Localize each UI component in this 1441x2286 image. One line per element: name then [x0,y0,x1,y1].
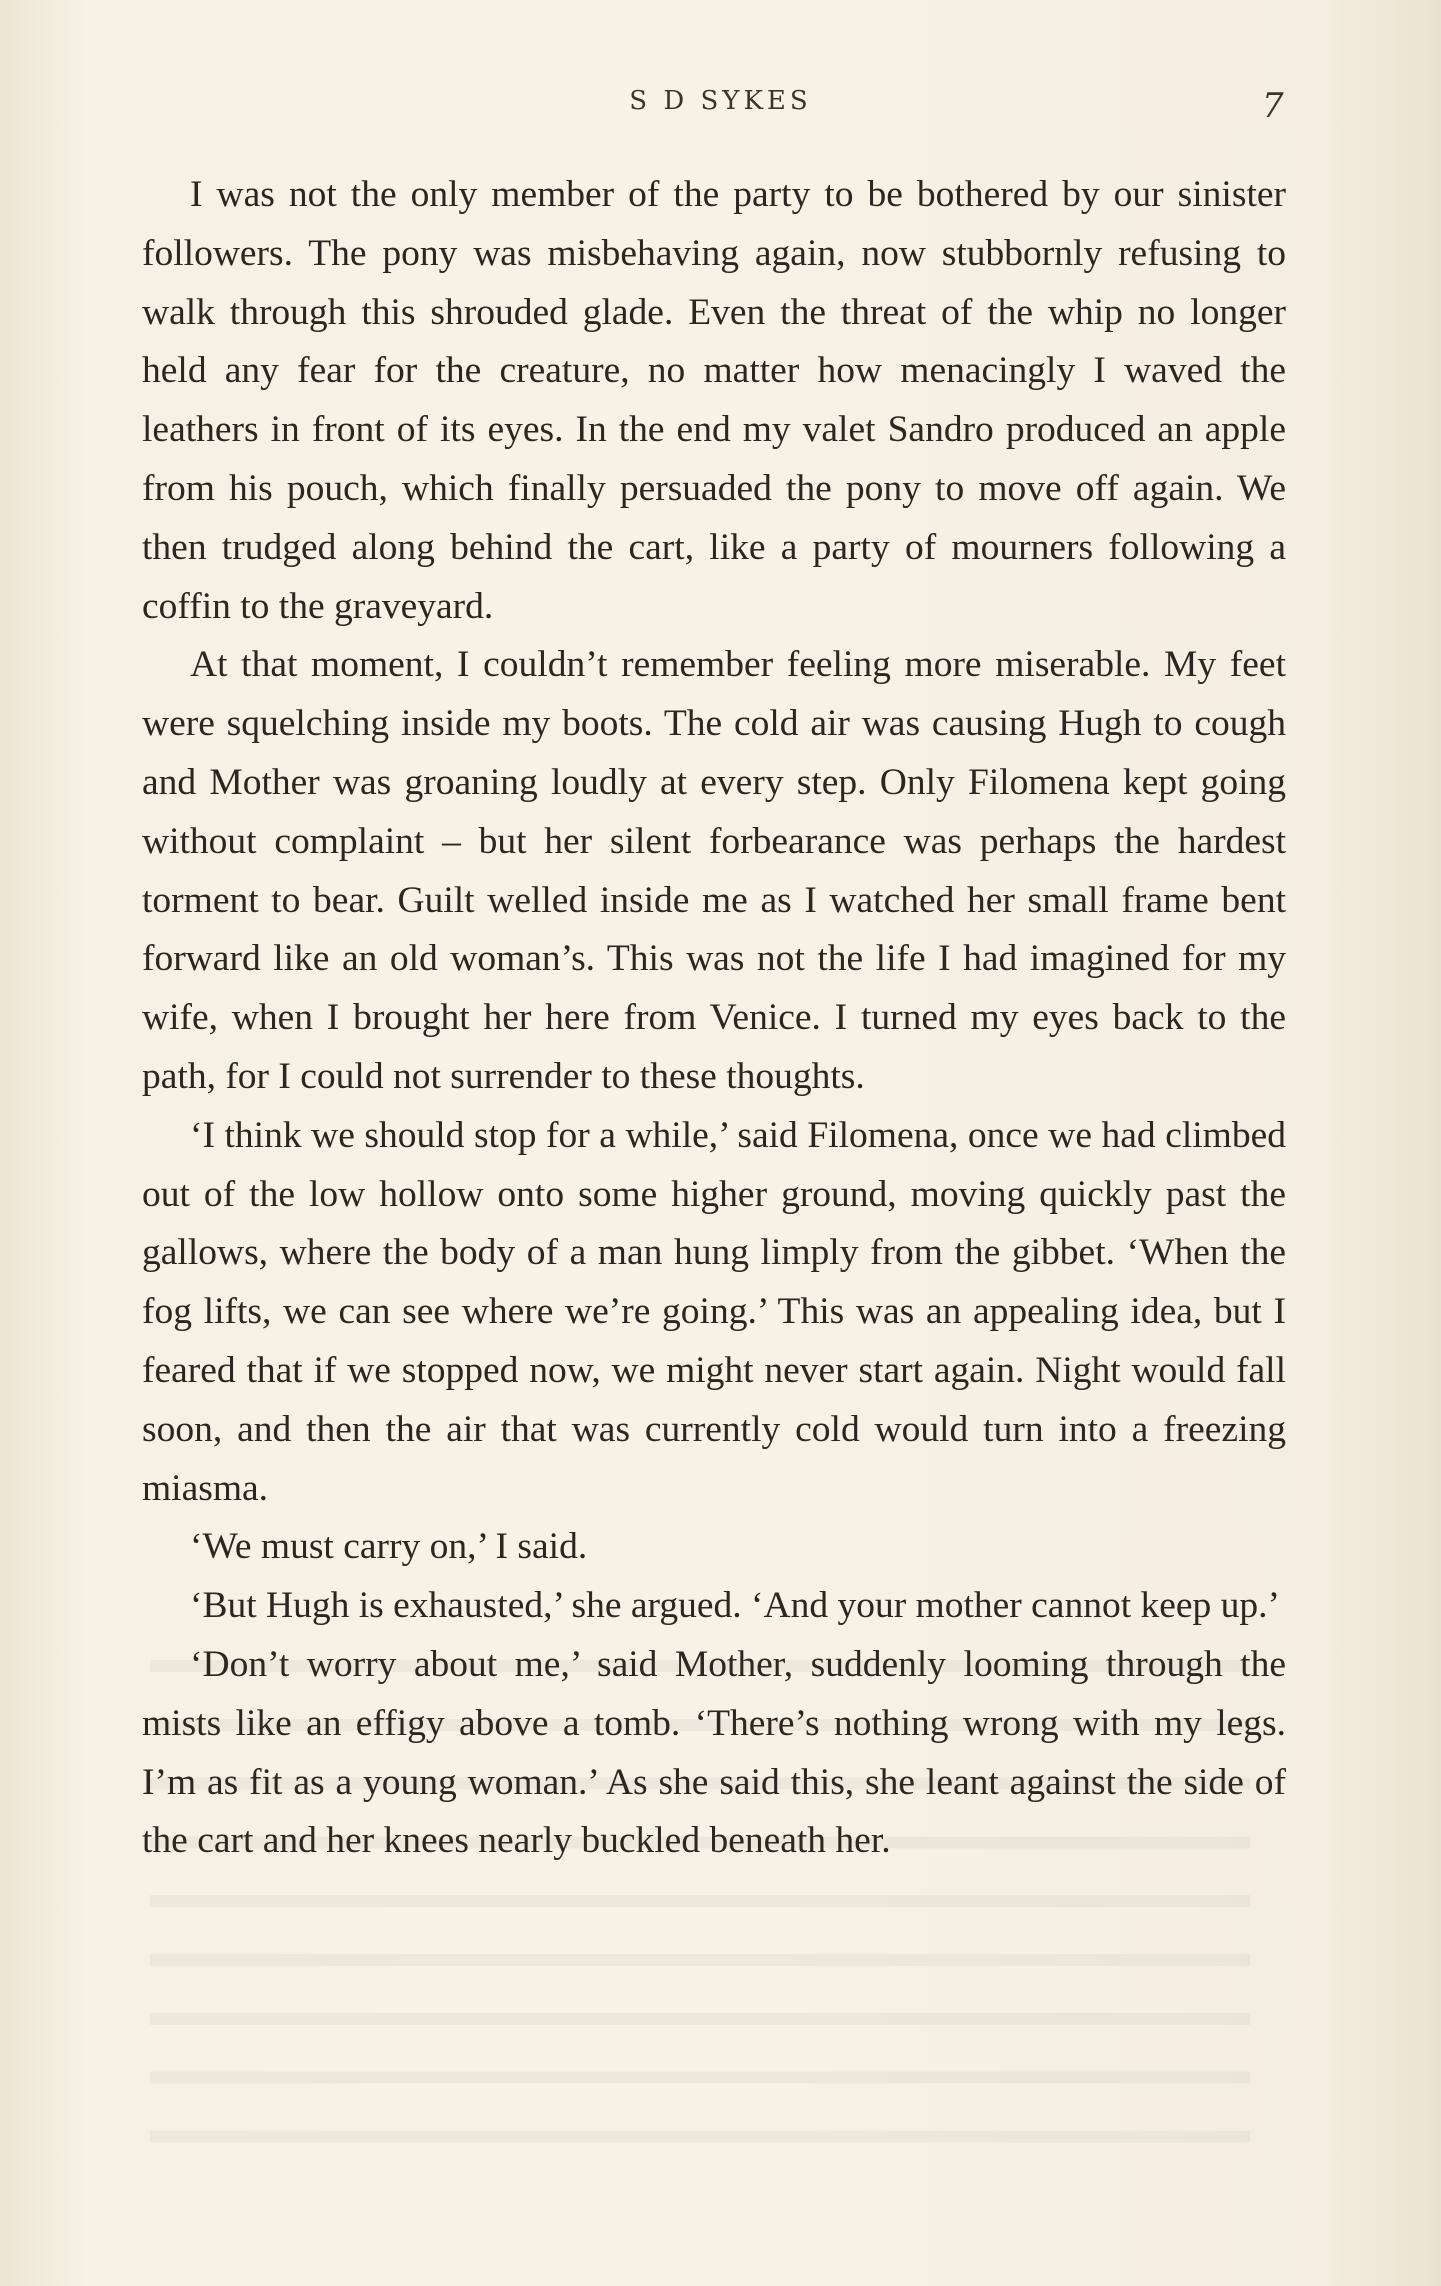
body-text [142,166,1286,1871]
paragraph: At that moment, I couldn’t remember feeling more miserable. My feet were squelching inside my boots. The cold air was causing Hugh to cough and Mother was groaning loudly at every step. Only Filomena kept going without complaint – but her silent forbearance was perhaps the hardest torment to bear. Guilt welled inside me as I watched her small frame bent forward like an old woman’s. This was not the life I had imagined for my wife, when I brought her here from Venice. I turned my eyes back to the path, for I could not surrender to these thoughts. [142,644,1286,1097]
paragraph: ‘But Hugh is exhausted,’ she argued. ‘And your mother cannot keep up.’ [190,1585,1281,1627]
page-number: 7 [1262,86,1284,126]
paragraph: ‘Don’t worry about me,’ said Mother, suddenly looming through the mists like an effigy above a tomb. ‘There’s nothing wrong with my legs. I’m as fit as a young woman.’ As she said this, she leant against the side of the cart and her knees nearly buckled beneath her. [142,1643,1286,1862]
paragraph: I was not the only member of the party to be bothered by our sinister followers. The pony was misbehaving again, now stubbornly refusing to walk through this shrouded glade. Even the threat of the whip no longer held any fear for the creature, no matter how menacingly I waved the leathers in front of its eyes. In the end my valet Sandro produced an apple from his pouch, which finally persuaded the pony to move off again. We then trudged along behind the cart, like a party of mourners following a coffin to the graveyard. [142,174,1286,627]
running-head: S D SYKES [629,86,812,116]
paragraph: ‘We must carry on,’ I said. [190,1526,588,1568]
paragraph: ‘I think we should stop for a while,’ said Filomena, once we had climbed out of the low hollow onto some higher ground, moving quickly past the gallows, where the body of a man hung limply from the gibbet. ‘When the fog lifts, we can see where we’re going.’ This was an appealing idea, but I feared that if we stopped now, we might never start again. Night would fall soon, and then the air that was currently cold would turn into a freezing miasma. [142,1114,1286,1509]
